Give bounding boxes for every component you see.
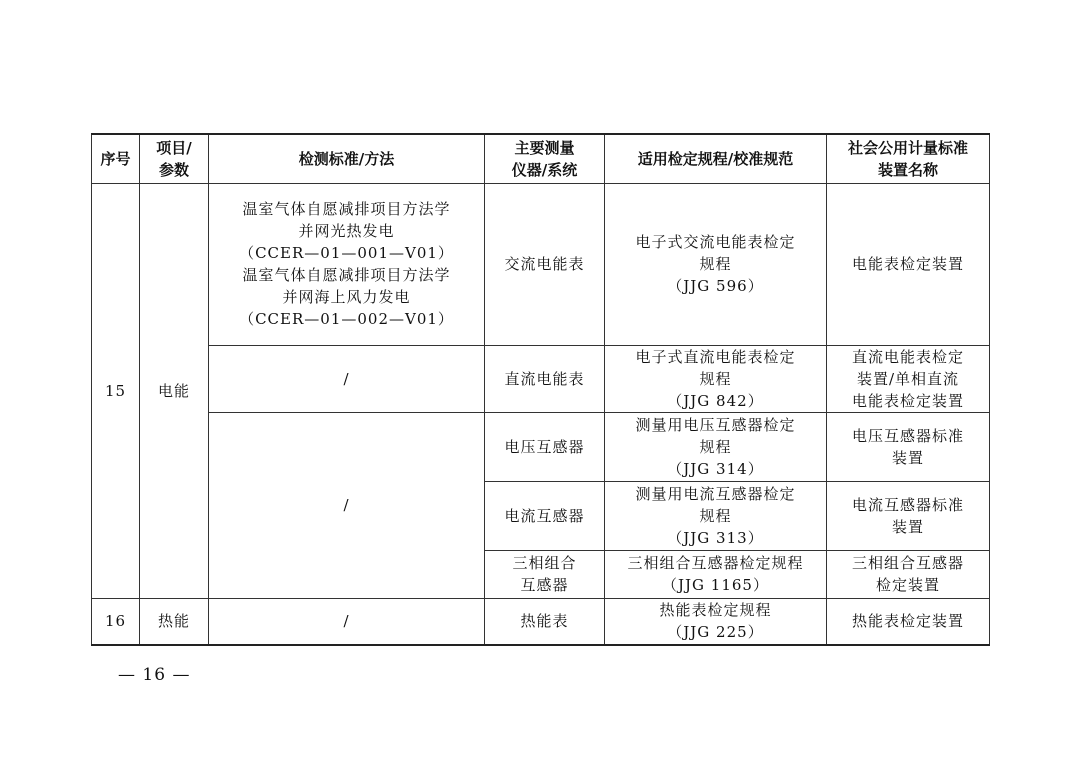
header-regulation: 适用检定规程/校准规范 (605, 134, 827, 183)
item-cell: 热能 (140, 598, 209, 645)
regulation-cell: 电子式交流电能表检定 规程 （JJG 596） (605, 183, 827, 345)
standard-cell: / (209, 412, 485, 598)
regulation-cell: 热能表检定规程 （JJG 225） (605, 598, 827, 645)
standard-cell: 温室气体自愿减排项目方法学 并网光热发电 （CCER—01—001—V01） 温室气体自愿减排项目方法学 并网海上风力发电 （CCER—01—002—V01） (209, 183, 485, 345)
header-row (92, 134, 990, 183)
header-item: 项目/ 参数 (140, 134, 209, 183)
device-cell: 电压互感器标准 装置 (827, 412, 990, 481)
instrument-cell: 直流电能表 (485, 345, 605, 412)
table-row (92, 345, 990, 412)
instrument-cell: 交流电能表 (485, 183, 605, 345)
header-instrument: 主要测量 仪器/系统 (485, 134, 605, 183)
device-cell: 三相组合互感器 检定装置 (827, 550, 990, 598)
instrument-cell: 三相组合 互感器 (485, 550, 605, 598)
table-row (92, 598, 990, 645)
header-standard: 检测标准/方法 (209, 134, 485, 183)
table-row (92, 183, 990, 345)
header-device: 社会公用计量标准 装置名称 (827, 134, 990, 183)
standard-cell: / (209, 598, 485, 645)
device-cell: 直流电能表检定 装置/单相直流 电能表检定装置 (827, 345, 990, 412)
device-cell: 热能表检定装置 (827, 598, 990, 645)
regulation-cell: 测量用电流互感器检定 规程 （JJG 313） (605, 481, 827, 550)
table-row (92, 412, 990, 481)
seq-cell: 15 (92, 183, 140, 598)
instrument-cell: 热能表 (485, 598, 605, 645)
instrument-cell: 电流互感器 (485, 481, 605, 550)
regulation-cell: 三相组合互感器检定规程 （JJG 1165） (605, 550, 827, 598)
regulation-cell: 测量用电压互感器检定 规程 （JJG 314） (605, 412, 827, 481)
seq-cell: 16 (92, 598, 140, 645)
page-number: — 16 — (118, 665, 191, 685)
header-seq: 序号 (92, 134, 140, 183)
standard-cell: / (209, 345, 485, 412)
device-cell: 电流互感器标准 装置 (827, 481, 990, 550)
item-cell: 电能 (140, 183, 209, 598)
standards-table (91, 133, 990, 646)
device-cell: 电能表检定装置 (827, 183, 990, 345)
instrument-cell: 电压互感器 (485, 412, 605, 481)
regulation-cell: 电子式直流电能表检定 规程 （JJG 842） (605, 345, 827, 412)
